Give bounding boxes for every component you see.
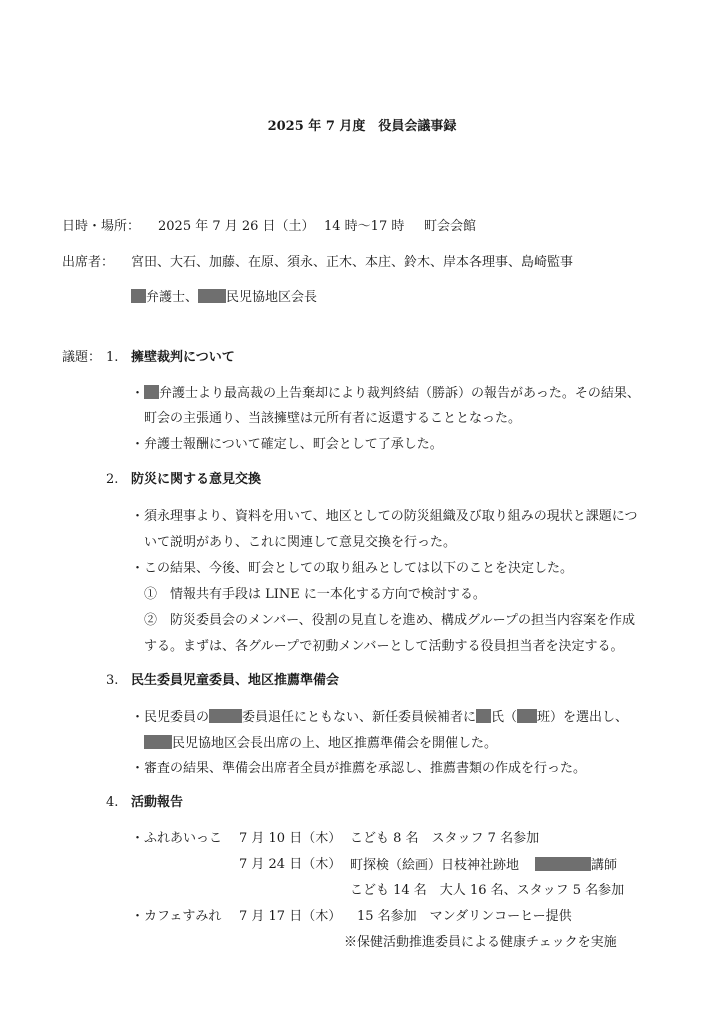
section-2-line-3: ・この結果、今後、町会としての取り組みとしては以下のことを決定した。 bbox=[131, 561, 574, 576]
section-3-line-2 bbox=[144, 735, 497, 752]
section-2-line-1: ・須永理事より、資料を用いて、地区としての防災組織及び取り組みの現状と課題につ bbox=[131, 509, 638, 524]
activity-fureai-detail-2 bbox=[350, 857, 617, 874]
section-3-heading: 民生委員児童委員、地区推薦準備会 bbox=[131, 673, 340, 688]
redaction-box bbox=[535, 857, 591, 871]
section-1-line-3: ・弁護士報酬について確定し、町会として了承した。 bbox=[131, 437, 443, 452]
section-3-line-1 bbox=[131, 709, 628, 726]
activity-text: 町探検（絵画）日枝神社跡地 bbox=[350, 858, 520, 873]
section-2-line-2: いて説明があり、これに関連して意見交換を行った。 bbox=[144, 535, 457, 550]
section-2-line-6: する。まずは、各グループで初動メンバーとして活動する役員担当者を決定する。 bbox=[144, 639, 624, 654]
attendees-list: 宮田、大石、加藤、在原、須永、正木、本庄、鈴木、岸本各理事、島崎監事 bbox=[131, 255, 574, 270]
attendees-guest-lawyer: 弁護士、 bbox=[146, 290, 199, 305]
meeting-time: 14 時～17 時 bbox=[324, 219, 405, 234]
section-2-line-4: ① 情報共有手段は LINE に一本化する方向で検討する。 bbox=[144, 587, 486, 602]
section-3-line-3: ・審査の結果、準備会出席者全員が推薦を承認し、推薦書類の作成を行った。 bbox=[131, 761, 587, 776]
section-1-line-1 bbox=[131, 385, 640, 402]
document-title: 2025 年 7 月度 役員会議事録 bbox=[267, 119, 457, 134]
section-2-heading: 防災に関する意見交換 bbox=[131, 472, 262, 487]
redaction-box bbox=[144, 735, 172, 749]
bullet: ・ bbox=[131, 386, 145, 401]
section-3-text: 班）を選出し、 bbox=[537, 710, 629, 725]
attendees-guest-chair: 民児協地区会長 bbox=[226, 290, 318, 305]
section-1-text: 弁護士より最高裁の上告棄却により裁判終結（勝訴）の報告があった。その結果、 bbox=[159, 386, 640, 401]
attendees-guests bbox=[131, 289, 317, 306]
section-1-heading: 擁壁裁判について bbox=[131, 350, 235, 365]
section-3-text: ・民児委員の bbox=[131, 710, 210, 725]
redaction-box bbox=[517, 709, 537, 723]
section-2-line-5: ② 防災委員会のメンバー、役割の見直しを進め、構成グループの担当内容案を作成 bbox=[144, 613, 636, 628]
attendees-label: 出席者： bbox=[62, 255, 115, 270]
meeting-place: 町会会館 bbox=[424, 219, 477, 234]
meeting-date: 2025 年 7 月 26 日（土） bbox=[158, 219, 315, 234]
redaction-box bbox=[476, 709, 491, 723]
activity-cafe-note: ※保健活動推進委員による健康チェックを実施 bbox=[344, 935, 617, 950]
datetime-label: 日時・場所： bbox=[62, 219, 141, 234]
activity-fureai-detail-1: こども 8 名 スタッフ 7 名参加 bbox=[350, 831, 540, 846]
redaction-box bbox=[144, 385, 159, 399]
redaction-box bbox=[198, 289, 226, 303]
section-4-number: 4. bbox=[106, 795, 119, 810]
activity-text: 講師 bbox=[591, 858, 618, 873]
redaction-box bbox=[131, 289, 146, 303]
section-3-text: 氏（ bbox=[491, 710, 518, 725]
section-2-number: 2. bbox=[106, 472, 119, 487]
agenda-label: 議題： bbox=[62, 350, 102, 365]
section-3-number: 3. bbox=[106, 673, 119, 688]
activity-fureai-label: ・ふれあいっこ bbox=[131, 831, 223, 846]
activity-cafe-date: 7 月 17 日（木） bbox=[239, 909, 342, 924]
activity-fureai-date-2: 7 月 24 日（木） bbox=[239, 857, 342, 872]
activity-cafe-label: ・カフェすみれ bbox=[131, 909, 222, 924]
section-1-line-2: 町会の主張通り、当該擁壁は元所有者に返還することとなった。 bbox=[144, 411, 522, 426]
section-3-text: 民児協地区会長出席の上、地区推薦準備会を開催した。 bbox=[172, 736, 498, 751]
activity-cafe-detail: 15 名参加 マンダリンコーヒー提供 bbox=[357, 909, 572, 924]
section-3-text: 委員退任にともない、新任委員候補者に bbox=[242, 710, 477, 725]
redaction-box bbox=[209, 709, 242, 723]
section-1-number: 1. bbox=[106, 350, 119, 365]
activity-fureai-date-1: 7 月 10 日（木） bbox=[239, 831, 342, 846]
section-4-heading: 活動報告 bbox=[131, 795, 184, 810]
activity-fureai-detail-3: こども 14 名 大人 16 名、スタッフ 5 名参加 bbox=[350, 883, 625, 898]
